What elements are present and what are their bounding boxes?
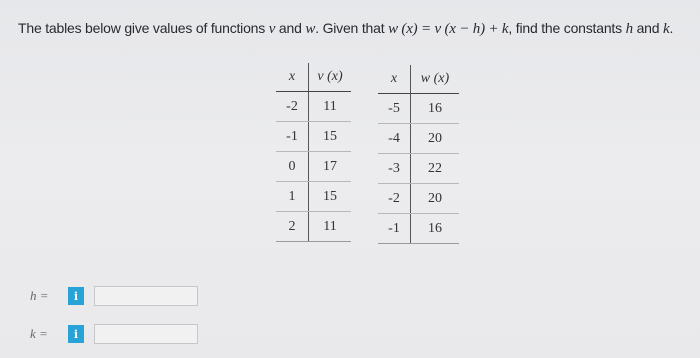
cell-value: 20 xyxy=(411,124,460,154)
column-header-x: x xyxy=(378,65,411,94)
info-icon[interactable]: i xyxy=(68,287,84,305)
info-icon[interactable]: i xyxy=(68,325,84,343)
question-text xyxy=(18,20,688,38)
cell-x: -5 xyxy=(378,94,411,124)
cell-value: 15 xyxy=(309,122,352,152)
table-row xyxy=(276,212,351,242)
table-row xyxy=(378,214,459,244)
table-v xyxy=(276,63,351,242)
table-row xyxy=(276,122,351,152)
cell-x: -2 xyxy=(378,184,411,214)
table-row xyxy=(276,152,351,182)
cell-x: -2 xyxy=(276,92,309,122)
cell-x: 1 xyxy=(276,182,309,212)
question-part: . xyxy=(669,20,674,36)
answer-input-k[interactable] xyxy=(94,324,198,344)
question-part: . Given that xyxy=(315,20,389,36)
table-row xyxy=(378,154,459,184)
cell-x: -1 xyxy=(276,122,309,152)
cell-value: 16 xyxy=(411,214,460,244)
equation: w (x) = v (x − h) + k xyxy=(388,21,509,37)
answer-row-h xyxy=(30,285,198,307)
cell-x: -4 xyxy=(378,124,411,154)
answer-row-k xyxy=(30,323,198,345)
column-header-x: x xyxy=(276,63,309,92)
math-w: w xyxy=(305,21,316,37)
cell-value: 15 xyxy=(309,182,352,212)
cell-value: 17 xyxy=(309,152,352,182)
table-row xyxy=(378,94,459,124)
cell-x: 2 xyxy=(276,212,309,242)
question-part: and xyxy=(275,20,306,36)
table-row xyxy=(378,124,459,154)
question-part: , find the constants xyxy=(508,20,626,36)
math-k: k xyxy=(663,21,670,37)
math-h: h xyxy=(625,21,633,37)
cell-x: -1 xyxy=(378,214,411,244)
answer-label-h: h = xyxy=(30,288,49,303)
cell-value: 11 xyxy=(309,212,352,242)
answer-input-h[interactable] xyxy=(94,286,198,306)
question-part: The tables below give values of functions xyxy=(18,20,269,36)
cell-x: 0 xyxy=(276,152,309,182)
column-header-wx: w (x) xyxy=(411,65,460,94)
math-v: v xyxy=(268,21,276,37)
table-row xyxy=(276,182,351,212)
table-w xyxy=(378,65,459,244)
cell-value: 11 xyxy=(309,92,352,122)
cell-value: 22 xyxy=(411,154,460,184)
table-header-row xyxy=(378,65,459,94)
cell-x: -3 xyxy=(378,154,411,184)
cell-value: 16 xyxy=(411,94,460,124)
answer-label-k: k = xyxy=(30,326,48,341)
table-row xyxy=(378,184,459,214)
cell-value: 20 xyxy=(411,184,460,214)
table-header-row xyxy=(276,63,351,92)
table-row xyxy=(276,92,351,122)
column-header-vx: v (x) xyxy=(309,63,352,92)
question-part: and xyxy=(632,20,664,36)
